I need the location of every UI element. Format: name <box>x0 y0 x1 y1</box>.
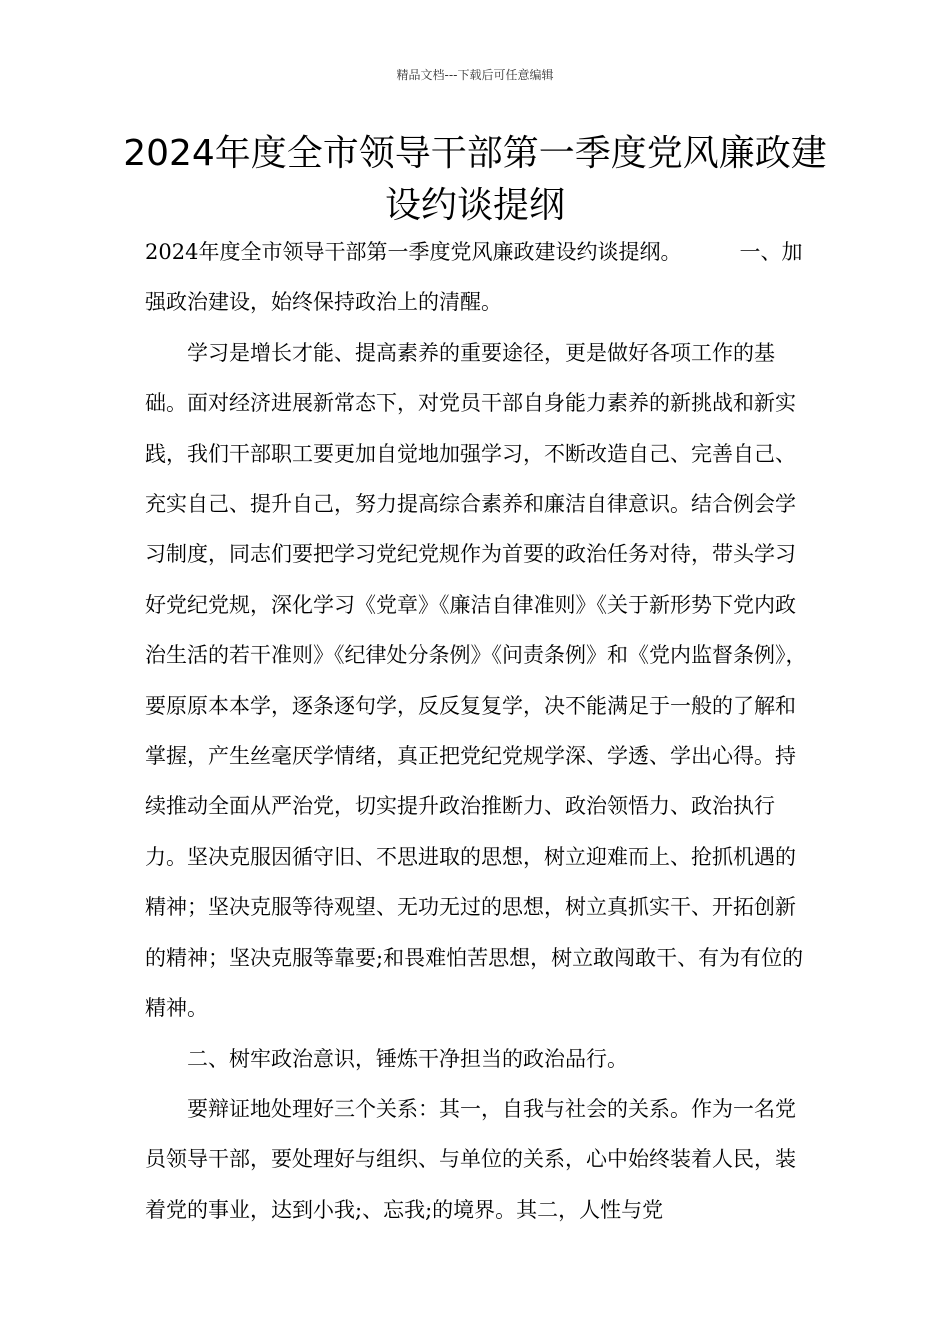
intro-paragraph <box>145 227 810 328</box>
section-heading-2: 二、树牢政治意识，锤炼干净担当的政治品行。 <box>187 1046 628 1071</box>
header-note: 精品文档---下载后可任意编辑 <box>396 68 554 82</box>
document-title: 2024年度全市领导干部第一季度党风廉政建设约谈提纲 <box>123 133 827 226</box>
body-paragraph: 要辩证地处理好三个关系：其一，自我与社会的关系。作为一名党员领导干部，要处理好与组织、与单位的关系，心中始终装着人民，装着党的事业，达到小我;、忘我;的境界。其二，人性与党 <box>145 1096 796 1222</box>
intro-lead: 2024年度全市领导干部第一季度党风廉政建设约谈提纲。 <box>145 240 682 264</box>
body-paragraph: 学习是增长才能、提高素养的重要途径，更是做好各项工作的基础。面对经济进展新常态下，对党员干部自身能力素养的新挑战和新实践，我们干部职工要更加自觉地加强学习，不断改造自己、完善自己、充实自己、提升自己，努力提高综合素养和廉洁自律意识。结合例会学习制度，同志们要把学习党纪党规作为首要的政治任务对待，带头学习好党纪党规，深化学习《党章》《廉洁自律准则》《关于新形势下党内政治生活的若干准则》《纪律处分条例》《问责条例》和《党内监督条例》，要原原本本学，逐条逐句学，反反复复学，决不能满足于一般的了解和掌握，产生丝毫厌学情绪，真正把党纪党规学深、学透、学出心得。持续推动全面从严治党，切实提升政治推断力、政治领悟力、政治执行力。坚决克服因循守旧、不思进取的思想，树立迎难而上、抢抓机遇的精神；坚决克服等待观望、无功无过的思想，树立真抓实干、开拓创新的精神；坚决克服等靠要;和畏难怕苦思想，树立敢闯敢干、有为有位的精神。 <box>145 340 807 1021</box>
document-body <box>145 227 810 1235</box>
section-heading-1: 一、加强政治建设，始终保持政治上的清醒。 <box>145 240 803 315</box>
